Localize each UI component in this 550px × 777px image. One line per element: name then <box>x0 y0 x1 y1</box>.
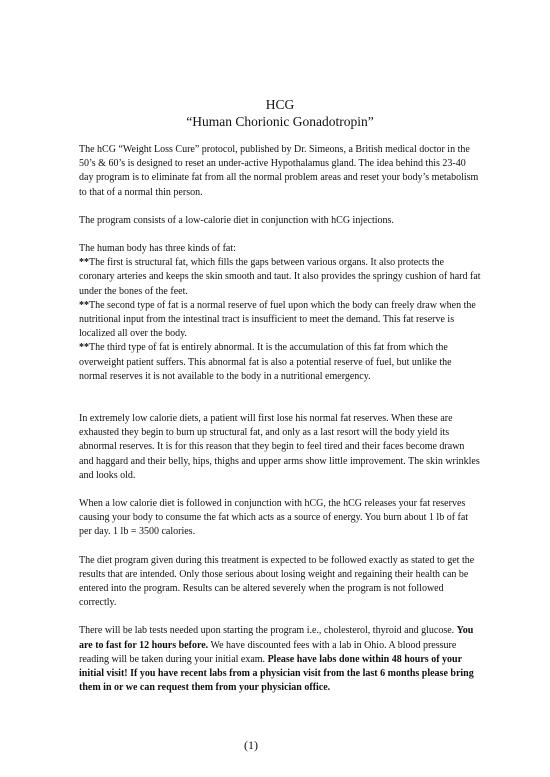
fat-type-text: The third type of fat is entirely abnormal. It is the accumulation of this fat from which the overweight patient suffers. This abnormal fat is also a potential reserve of fuel, but unlike the normal reserves it is not available to the body in a nutritional emergency. <box>79 342 452 382</box>
fat-type-text: The first is structural fat, which fills the gaps between various organs. It also protects the coronary arteries and keeps the skin smooth and taut. It also provides the springy cushion of hard fat under the bones of the feet. <box>79 257 481 297</box>
hcg-release-paragraph: When a low calorie diet is followed in conjunction with hCG, the hCG releases your fat reserves causing your body to consume the fat which acts as a source of energy. You burn about 1 lb of fat per day. 1 lb = 3500 calories. <box>79 498 469 538</box>
intro-paragraph: The hCG “Weight Loss Cure” protocol, published by Dr. Simeons, a British medical doctor in the 50’s & 60’s is designed to reset an under-active Hypothalamus gland. The idea behind this 23-40 day program is to eliminate fat from all the normal problem areas and reset your body’s metabolism to that of a normal thin person. <box>79 144 479 198</box>
fat-heading: The human body has three kinds of fat: <box>79 243 236 255</box>
bullet-marker: ** <box>79 342 89 354</box>
fat-type-item <box>79 256 481 299</box>
fat-type-item <box>79 299 481 342</box>
labs-text: There will be lab tests needed upon starting the program i.e., cholesterol, thyroid and glucose. <box>79 625 455 637</box>
labs-deadline-notice: Please have labs done within 48 hours of your initial visit! If you have recent labs from a physician visit from the last 6 months please bring them in or we can request them from your physician office. <box>79 653 474 694</box>
fat-type-item <box>79 341 481 384</box>
document-page <box>79 96 481 710</box>
fast-notice: You are to fast for 12 hours before. <box>79 625 474 651</box>
bullet-marker: ** <box>79 299 89 311</box>
labs-paragraph <box>79 624 481 695</box>
fat-type-text: The second type of fat is a normal reserve of fuel upon which the body can freely draw when the nutritional input from the intestinal tract is insufficient to meet the demand. This fat reserve is localized all over the body. <box>79 299 476 340</box>
page-number: (1) <box>244 738 258 752</box>
fat-types-section <box>79 242 481 384</box>
diet-program-paragraph: The diet program given during this treatment is expected to be followed exactly as stated to get the results that are intended. Only those serious about losing weight and regaining their health can be entered into the program. Results can be altered severely when the program is not followed correctly. <box>79 554 475 609</box>
program-paragraph: The program consists of a low-calorie diet in conjunction with hCG injections. <box>79 214 394 226</box>
bullet-marker: ** <box>79 257 89 269</box>
labs-text: We have discounted fees with a lab in Ohio. A blood pressure reading will be taken during your initial exam. <box>79 639 457 665</box>
low-calorie-paragraph: In extremely low calorie diets, a patient will first lose his normal fat reserves. When these are exhausted they begin to burn up structural fat, and only as a last resort will the body yield its abnormal reserves. It is for this reason that they begin to feel tired and their faces become drawn and haggard and their belly, hips, thighs and upper arms show little improvement. The skin wrinkles and looks old. <box>79 413 480 481</box>
page-subtitle: “Human Chorionic Gonadotropin” <box>186 114 374 129</box>
page-title: HCG <box>265 97 295 112</box>
